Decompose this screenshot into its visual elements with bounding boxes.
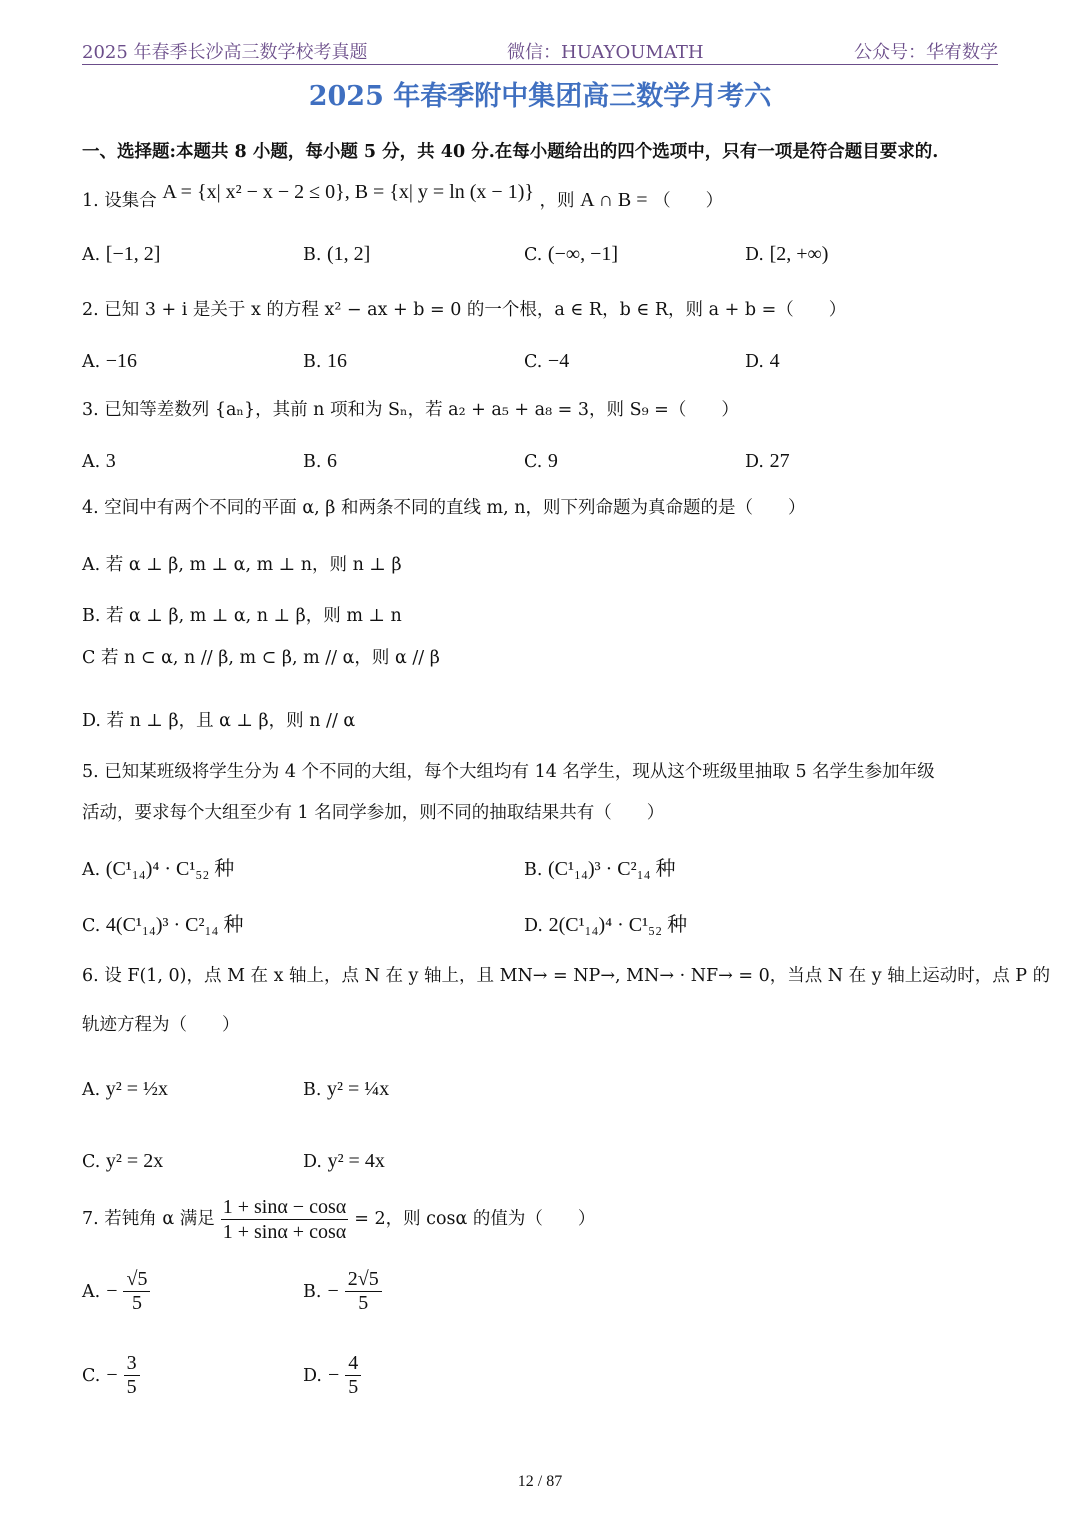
q7-stem-post: = 2，则 cosα 的值为（ ） <box>354 1209 596 1229</box>
q4-option-b: B. 若 α ⊥ β, m ⊥ α, n ⊥ β，则 m ⊥ n <box>82 606 402 626</box>
q3-option-c: C. 9 <box>524 450 558 472</box>
q7-denominator: 1 + sinα + cosα <box>222 1221 347 1243</box>
q1-option-b: B. (1, 2] <box>303 243 371 265</box>
q2-option-b: B. 16 <box>303 350 348 372</box>
q7-option-a: A. − $\frac{√5}{5}$ <box>82 1268 150 1315</box>
q6-option-a: A. y² = ½x <box>82 1078 169 1100</box>
q1-stem-math: A = {x| x² − x − 2 ≤ 0}, B = {x| y = ln (x − 1)} <box>162 181 534 203</box>
q4-option-a: A. 若 α ⊥ β, m ⊥ α, m ⊥ n，则 n ⊥ β <box>82 555 402 575</box>
q1-option-c: C. (−∞, −1] <box>524 243 619 265</box>
q6-option-b: B. y² = ¼x <box>303 1078 390 1100</box>
question-3-stem: 3. 已知等差数列 {aₙ}，其前 n 项和为 Sₙ，若 a₂ + a₅ + a₈ = 3，则 S₉ =（ ） <box>82 400 739 420</box>
q1-stem-post: ，则 <box>539 191 575 211</box>
q1-option-d: D. [2, +∞) <box>745 243 829 265</box>
q7-option-c: C. − $\frac{3}{5}$ <box>82 1352 140 1399</box>
q6-option-d: D. y² = 4x <box>303 1150 385 1172</box>
q1-stem-pre: 1. 设集合 <box>82 191 157 211</box>
question-6-line-2: 轨迹方程为（ ） <box>82 1015 240 1035</box>
q3-option-d: D. 27 <box>745 450 790 472</box>
question-2-stem: 2. 已知 3 + i 是关于 x 的方程 x² − ax + b = 0 的一个根，a ∈ R，b ∈ R，则 a + b =（ ） <box>82 300 847 320</box>
q6-option-c: C. y² = 2x <box>82 1150 164 1172</box>
page-title: 2025 年春季附中集团高三数学月考六 <box>308 81 772 112</box>
page-number: 12 / 87 <box>517 1473 563 1490</box>
q1-stem-math2: A ∩ B = <box>580 189 648 211</box>
section-heading: 一、选择题:本题共 8 小题，每小题 5 分，共 40 分.在每小题给出的四个选项中，只有一项是符合题目要求的. <box>82 142 939 162</box>
q5-option-d: D. 2(C¹₁₄)⁴ · C¹₅₂ 种 <box>524 914 688 936</box>
question-5-line-2: 活动，要求每个大组至少有 1 名同学参加，则不同的抽取结果共有（ ） <box>82 803 665 823</box>
q2-option-a: A. −16 <box>82 350 138 372</box>
q4-option-d: D. 若 n ⊥ β，且 α ⊥ β，则 n // α <box>82 711 356 731</box>
header-left-text: 2025 年春季长沙高三数学校考真题 <box>82 42 368 63</box>
q4-option-c: C 若 n ⊂ α, n // β, m ⊂ β, m // α，则 α // β <box>82 648 440 668</box>
header-right-text: 公众号：华宥数学 <box>854 42 998 63</box>
q1-bracket: （ ） <box>653 191 724 211</box>
q5-option-b: B. (C¹₁₄)³ · C²₁₄ 种 <box>524 858 676 880</box>
q2-option-c: C. −4 <box>524 350 570 372</box>
q5-option-a: A. (C¹₁₄)⁴ · C¹₅₂ 种 <box>82 858 235 880</box>
q3-option-a: A. 3 <box>82 450 116 472</box>
question-7-stem <box>82 1195 595 1244</box>
q5-option-c: C. 4(C¹₁₄)³ · C²₁₄ 种 <box>82 914 244 936</box>
question-4-stem: 4. 空间中有两个不同的平面 α, β 和两条不同的直线 m, n，则下列命题为真命题的是（ ） <box>82 498 806 518</box>
page-header <box>82 38 998 65</box>
q7-fraction <box>221 1195 349 1244</box>
q2-option-d: D. 4 <box>745 350 780 372</box>
q3-option-b: B. 6 <box>303 450 338 472</box>
q7-option-d: D. − $\frac{4}{5}$ <box>303 1352 361 1399</box>
q1-option-a: A. [−1, 2] <box>82 243 161 265</box>
question-5-line-1: 5. 已知某班级将学生分为 4 个不同的大组，每个大组均有 14 名学生，现从这个班级里抽取 5 名学生参加年级 <box>82 762 935 782</box>
q7-numerator: 1 + sinα − cosα <box>222 1196 347 1218</box>
question-1-stem <box>82 181 724 212</box>
question-6-line-1: 6. 设 F(1, 0)，点 M 在 x 轴上，点 N 在 y 轴上，且 MN→ = NP→, MN→ · NF→ = 0，当点 N 在 y 轴上运动时，点 P 的 <box>82 966 1051 986</box>
header-wechat-text: 微信：HUAYOUMATH <box>507 42 704 63</box>
q7-stem-pre: 7. 若钝角 α 满足 <box>82 1209 215 1229</box>
q7-option-b: B. − $\frac{2√5}{5}$ <box>303 1268 382 1315</box>
